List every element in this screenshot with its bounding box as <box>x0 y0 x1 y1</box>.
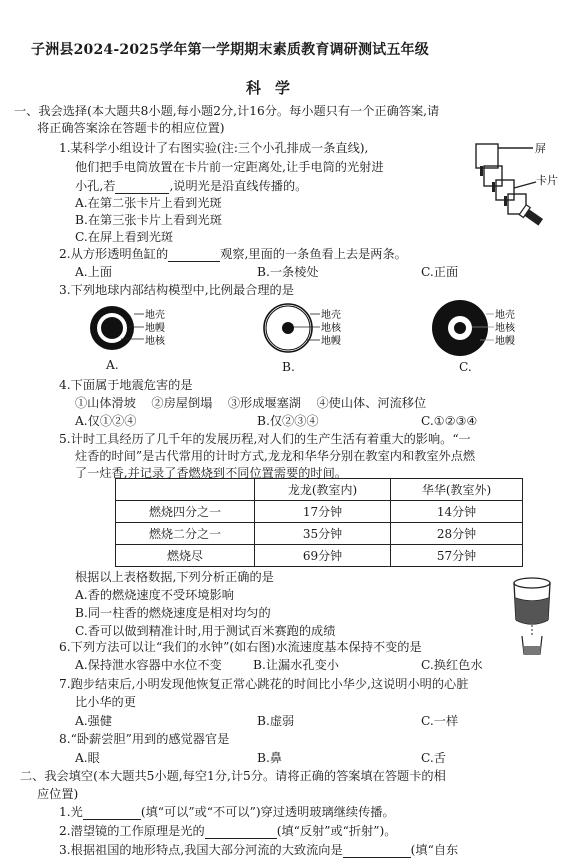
section2-heading-line1: 二、我会填空(本大题共5小题,每空1分,计5分。请将正确的答案填在答题卡的相 <box>20 769 446 783</box>
table-cell: 燃烧尽 <box>116 545 255 567</box>
q5-option-a[interactable]: A.香的燃烧速度不受环境影响 <box>75 588 234 602</box>
subject-title: 科学 <box>246 79 305 97</box>
fill2-end: (填“反射”或“折射”)。 <box>276 824 397 838</box>
model-c-label-crust: 地壳 <box>495 310 515 321</box>
fill3-start: 3.根据祖国的地形特点 <box>59 843 181 857</box>
earth-model-a <box>88 302 180 360</box>
fill2-start: 2.潜望镜的工作原理是光的 <box>59 824 205 838</box>
q2-line1 <box>59 247 407 262</box>
q1-answer-blank[interactable] <box>115 179 169 194</box>
model-b-label-mantle: 地幔 <box>321 336 341 347</box>
fill3-middle: ,我国大部分河流的大致流向是 <box>180 843 343 857</box>
fill1-answer-blank[interactable] <box>83 805 141 820</box>
q4-option-a[interactable]: A.仅①②④ <box>75 414 137 428</box>
q1-option-a[interactable]: A.在第二张卡片上看到光斑 <box>75 196 222 210</box>
section1-heading-line2: 将正确答案涂在答题卡的相应位置) <box>37 121 225 135</box>
q2-option-b[interactable]: B.一条棱处 <box>257 265 319 279</box>
model-c-label-mantle: 地幔 <box>495 336 515 347</box>
q2-option-c[interactable]: C.正面 <box>421 265 459 279</box>
table-cell: 57分钟 <box>391 545 523 567</box>
q6-option-a[interactable]: A.保持泄水容器中水位不变 <box>75 658 222 672</box>
fill1-line <box>59 805 395 820</box>
table-cell: 35分钟 <box>255 523 391 545</box>
model-a-label-crust: 地壳 <box>145 310 165 321</box>
q2-line1-end: 观察,里面的一条鱼看上去是两条。 <box>220 247 407 261</box>
earth-model-c <box>430 298 530 360</box>
section1-heading-line1: 一、我会选择(本大题共8小题,每小题2分,计16分。每小题只有一个正确答案,请 <box>14 104 440 118</box>
q4-statements: ①山体滑坡 ②房屋倒塌 ③形成堰塞湖 ④使山体、河流移位 <box>75 396 427 410</box>
table-cell: 14分钟 <box>391 501 523 523</box>
q8-option-b[interactable]: B.鼻 <box>257 751 283 765</box>
q6-option-b[interactable]: B.让漏水孔变小 <box>253 658 339 672</box>
q5-line1: 5.计时工具经历了几千年的发展历程,对人们的生产生活有着重大的影响。“一 <box>59 432 471 446</box>
q7-line2: 比小华的更 <box>75 695 136 709</box>
table-cell: 69分钟 <box>255 545 391 567</box>
q5-line3: 了一炷香,并记录了香燃烧到不同位置需要的时间。 <box>75 466 347 480</box>
table-header-row <box>116 479 523 501</box>
q4-option-c[interactable]: C.①②③④ <box>421 414 478 428</box>
fill3-answer-blank[interactable] <box>343 843 411 858</box>
q3-option-a[interactable]: A. <box>106 358 119 372</box>
q1-line3-start: 小孔,若 <box>75 179 116 193</box>
fill1-start: 1.光 <box>59 805 83 819</box>
section2-heading-line2: 应位置) <box>37 787 79 801</box>
q6-line1: 6.下列方法可以让“我们的水钟”(如右图)水流速度基本保持不变的是 <box>59 640 422 654</box>
table-cell: 燃烧四分之一 <box>116 501 255 523</box>
fill3-end: (填“自东 <box>410 843 459 857</box>
q7-line1: 7.跑步结束后,小明发现他恢复正常心跳花的时间比小华少,这说明小明的心脏 <box>59 677 469 691</box>
table-cell: 28分钟 <box>391 523 523 545</box>
q7-option-a[interactable]: A.强健 <box>75 714 113 728</box>
q6-option-c[interactable]: C.换红色水 <box>421 658 483 672</box>
screen-shape <box>476 144 498 168</box>
fill3-line <box>59 843 458 858</box>
model-b-label-core: 地核 <box>321 323 341 334</box>
fig-card-label: 卡片 <box>536 174 558 187</box>
light-experiment-figure <box>456 138 566 226</box>
q4-line1: 4.下面属于地震危害的是 <box>59 378 193 392</box>
q2-line1-start: 2.从方形透明鱼缸的 <box>59 247 169 261</box>
q2-option-a[interactable]: A.上面 <box>75 265 113 279</box>
model-a-label-mantle: 地幔 <box>145 323 165 334</box>
fill2-answer-blank[interactable] <box>205 824 277 839</box>
flashlight-icon <box>519 205 544 226</box>
fill1-end: (填“可以”或“不可以”)穿过透明玻璃继续传播。 <box>140 805 395 819</box>
q4-option-b[interactable]: B.仅②③④ <box>257 414 319 428</box>
q3-option-c[interactable]: C. <box>459 360 472 374</box>
table-cell: 17分钟 <box>255 501 391 523</box>
fig-screen-label: 屏 <box>535 142 546 155</box>
q5-line2: 炷香的时间”是古代常用的计时方式,龙龙和华华分别在教室内和教室外点燃 <box>75 449 476 463</box>
q5-option-c[interactable]: C.香可以做到精准计时,用于测试百米赛跑的成绩 <box>75 624 336 638</box>
q8-line1: 8.“卧薪尝胆”用到的感觉器官是 <box>59 732 230 746</box>
q1-line3 <box>75 179 307 194</box>
table-row <box>116 545 523 567</box>
q1-line1: 1.某科学小组设计了右图实验(注:三个小孔排成一条直线), <box>59 141 369 155</box>
q3-line1: 3.下列地球内部结构模型中,比例最合理的是 <box>59 283 294 297</box>
exam-title: 子洲县2024-2025学年第一学期期末素质教育调研测试五年级 <box>31 42 429 58</box>
model-b-label-crust: 地壳 <box>321 310 341 321</box>
table-header-cell <box>116 479 255 501</box>
q7-option-c[interactable]: C.一样 <box>421 714 459 728</box>
q5-line4: 根据以上表格数据,下列分析正确的是 <box>75 570 274 584</box>
water-clock-figure <box>508 574 558 658</box>
q8-option-a[interactable]: A.眼 <box>75 751 100 765</box>
table-cell: 燃烧二分之一 <box>116 523 255 545</box>
q7-option-b[interactable]: B.虚弱 <box>257 714 295 728</box>
fill2-line <box>59 824 396 839</box>
q1-option-b[interactable]: B.在第三张卡片上看到光斑 <box>75 213 222 227</box>
incense-burning-table <box>115 478 523 567</box>
q1-line3-end: ,说明光是沿直线传播的。 <box>169 179 308 193</box>
table-row <box>116 501 523 523</box>
model-c-label-core: 地核 <box>495 323 515 334</box>
table-row <box>116 523 523 545</box>
q5-option-b[interactable]: B.同一柱香的燃烧速度是相对均匀的 <box>75 606 271 620</box>
model-a-label-core: 地核 <box>145 336 165 347</box>
q8-option-c[interactable]: C.舌 <box>421 751 446 765</box>
q1-line2: 他们把手电筒放置在卡片前一定距离处,让手电筒的光射进 <box>75 160 384 174</box>
earth-model-b <box>262 300 356 360</box>
q1-option-c[interactable]: C.在屏上看到光斑 <box>75 230 174 244</box>
q3-option-b[interactable]: B. <box>282 360 295 374</box>
q2-answer-blank[interactable] <box>168 247 220 262</box>
table-header-cell: 华华(教室外) <box>391 479 523 501</box>
table-header-cell: 龙龙(教室内) <box>255 479 391 501</box>
